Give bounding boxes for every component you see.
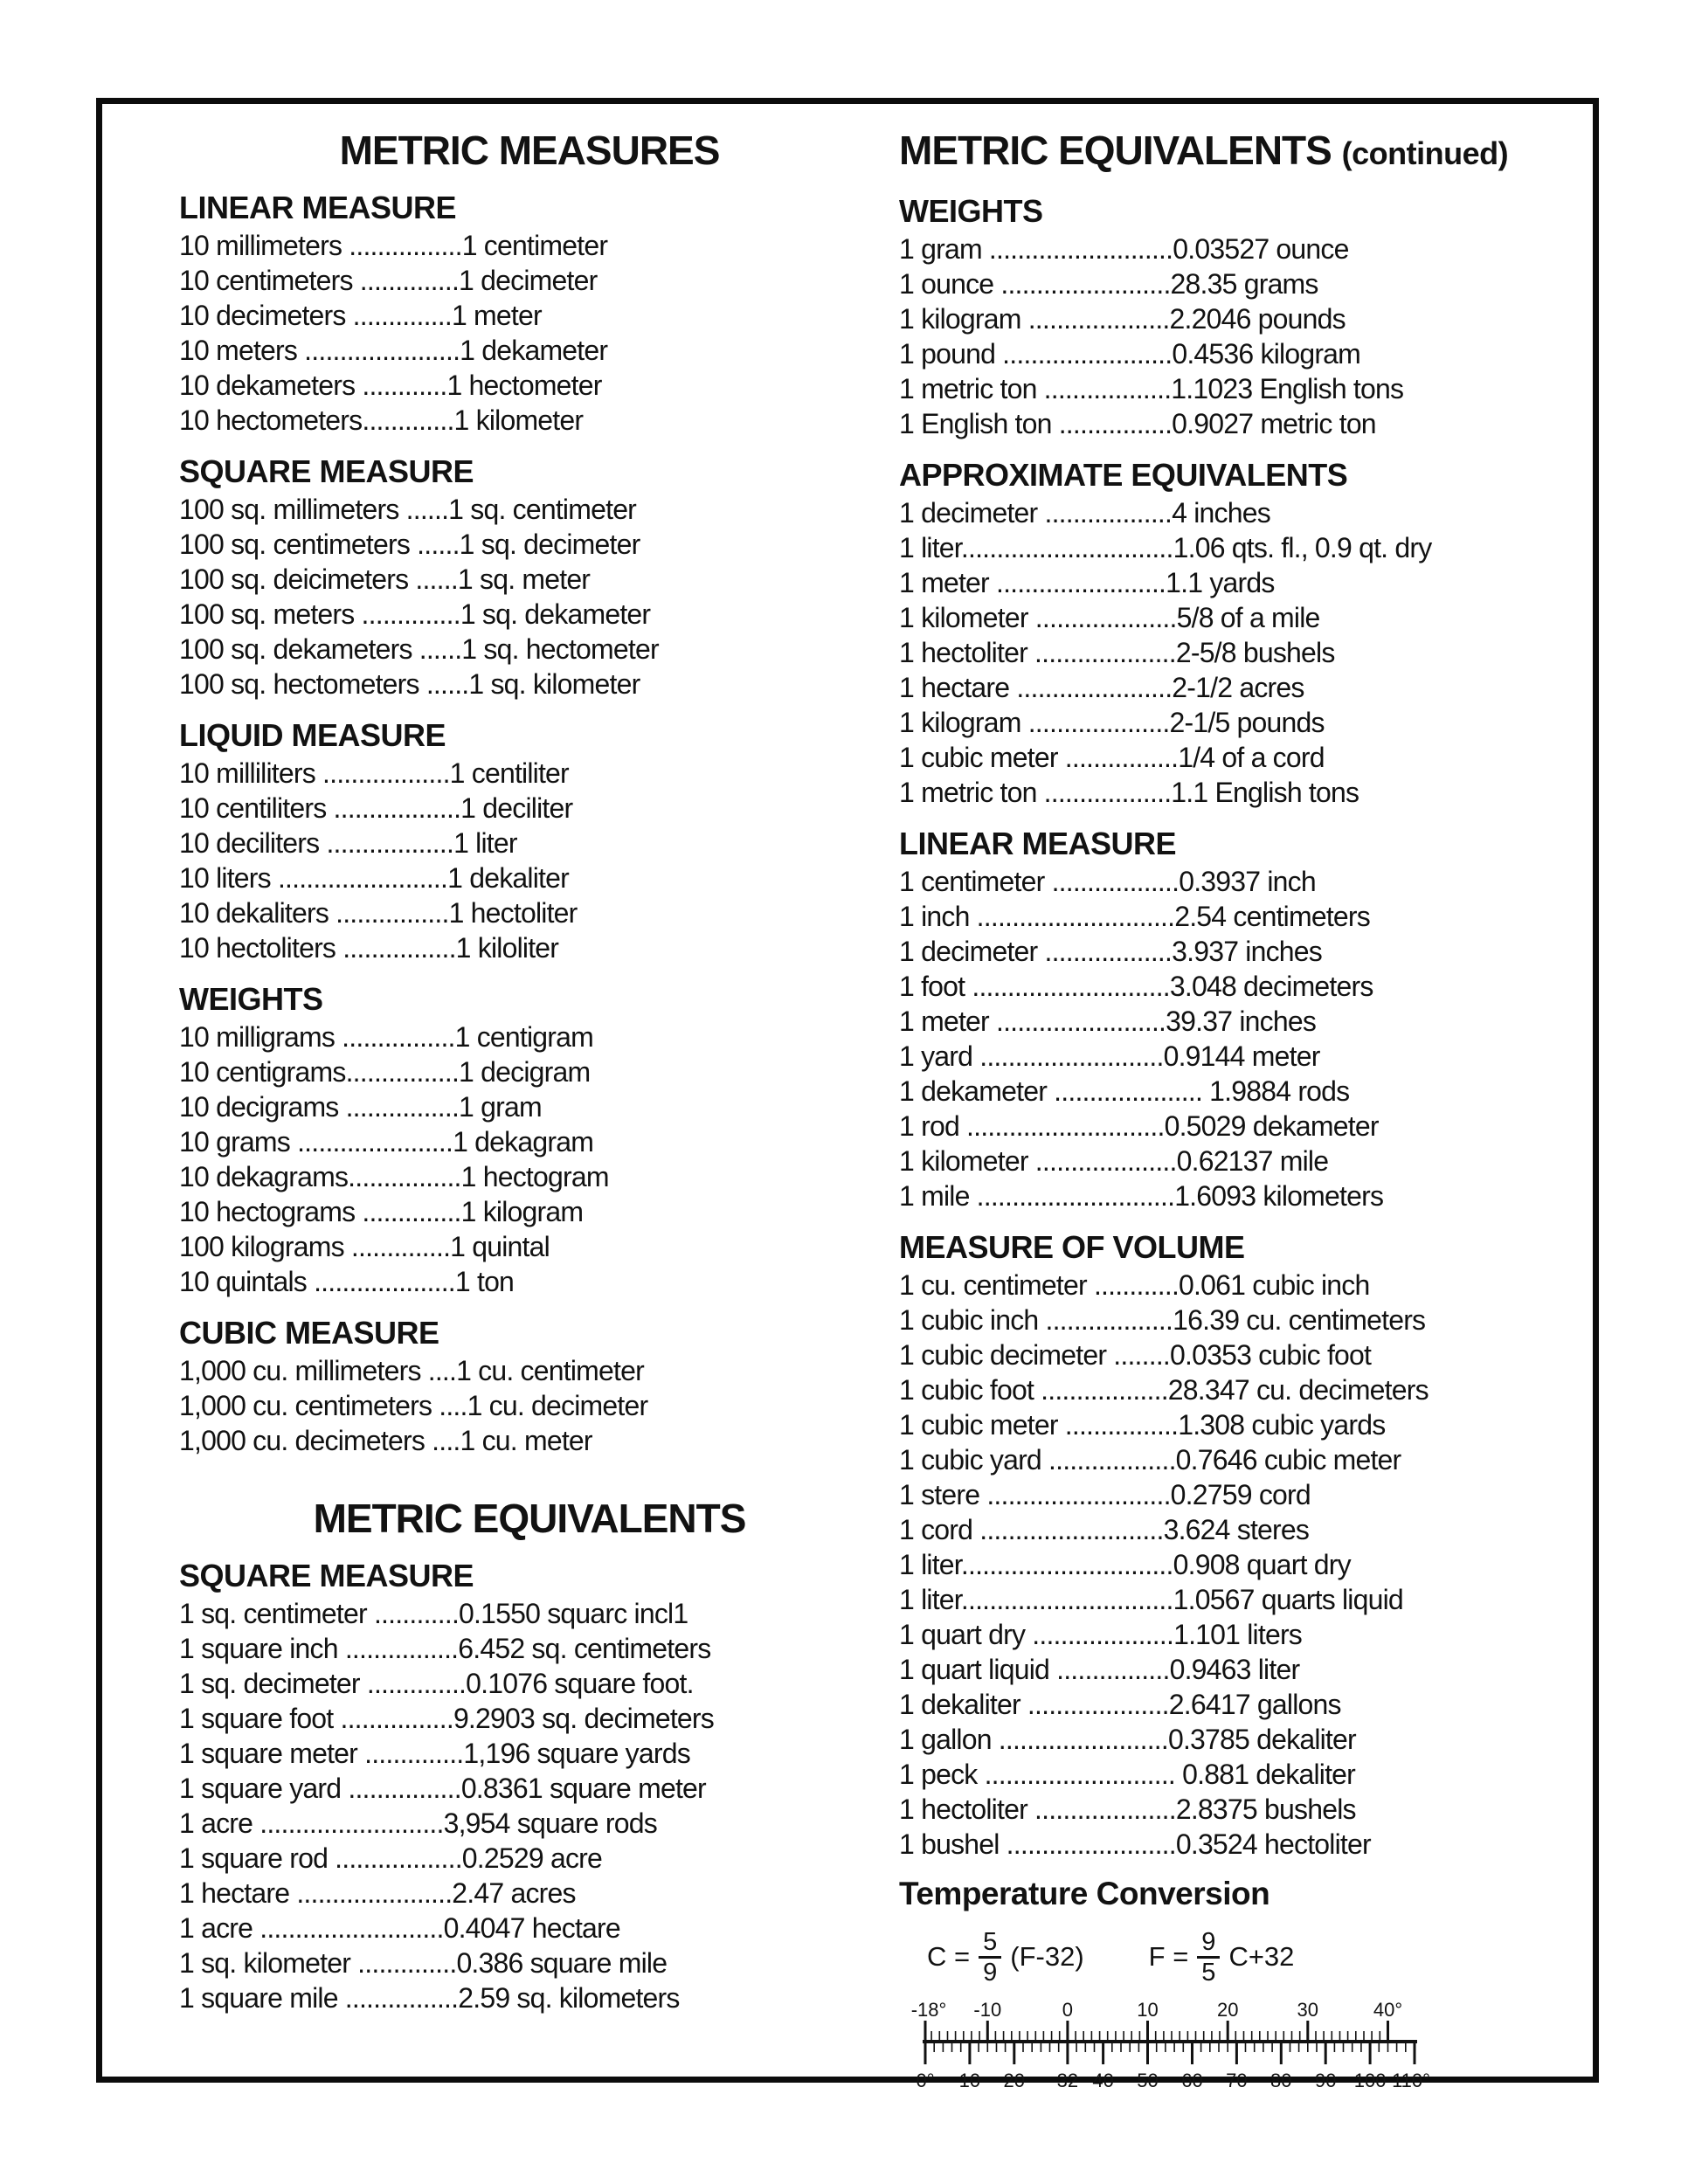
conversion-row: 1 dekameter ..................... 1.9884 rods — [899, 1075, 1350, 1107]
conversion-row: 10 dekameters ............1 hectometer — [179, 370, 602, 401]
conversion-row: 10 hectoliters ................1 kiloliter — [179, 932, 559, 964]
fraction-denominator: 5 — [1201, 1958, 1216, 1987]
section-header: LINEAR MEASURE — [899, 826, 1177, 861]
conversion-row: 1 mile ............................1.6093 kilometers — [899, 1180, 1384, 1212]
conversion-row: 1 dekaliter ....................2.6417 gallons — [899, 1689, 1341, 1720]
conversion-row: 10 grams ......................1 dekagram — [179, 1126, 594, 1158]
formula-lhs: C = — [927, 1941, 971, 1972]
conversion-row: 1 cubic meter ................1/4 of a cord — [899, 742, 1325, 773]
conversion-row: 1 sq. centimeter ............0.1550 squarc incl1 — [179, 1598, 688, 1629]
conversion-row: 1 metric ton ..................1.1 English tons — [899, 777, 1359, 808]
svg-text:80: 80 — [1270, 2070, 1292, 2091]
conversion-row: 1 meter ........................1.1 yards — [899, 567, 1275, 598]
conversion-row: 1 cubic inch ..................16.39 cu. centimeters — [899, 1304, 1426, 1336]
conversion-row: 1 sq. kilometer ..............0.386 square mile — [179, 1947, 668, 1979]
svg-text:40: 40 — [1092, 2070, 1114, 2091]
conversion-row: 1 rod ............................0.5029 dekameter — [899, 1110, 1379, 1142]
conversion-row: 1 sq. decimeter ..............0.1076 square foot. — [179, 1668, 694, 1699]
section-header: LIQUID MEASURE — [179, 717, 446, 753]
conversion-row: 1 cubic decimeter ........0.0353 cubic foot — [899, 1339, 1372, 1371]
section-header: APPROXIMATE EQUIVALENTS — [899, 457, 1348, 493]
svg-text:10: 10 — [958, 2070, 981, 2091]
conversion-row: 1 gallon ........................0.3785 dekaliter — [899, 1724, 1356, 1755]
conversion-row: 1 liter..............................0.908 quart dry — [899, 1549, 1351, 1580]
svg-text:90: 90 — [1314, 2070, 1337, 2091]
metric-equivalents-continued-title — [899, 127, 1598, 177]
svg-text:20: 20 — [1216, 2001, 1239, 2021]
conversion-row: 100 sq. millimeters ......1 sq. centimeter — [179, 494, 637, 525]
section-header: WEIGHTS — [179, 981, 323, 1017]
conversion-row: 1,000 cu. decimeters ....1 cu. meter — [179, 1425, 592, 1456]
conversion-row: 1 foot ............................3.048 decimeters — [899, 971, 1373, 1002]
section-header: SQUARE MEASURE — [179, 453, 474, 489]
conversion-row: 1 kilometer ....................5/8 of a mile — [899, 602, 1320, 633]
conversion-row: 1 cubic yard ..................0.7646 cubic meter — [899, 1444, 1401, 1476]
conversion-row: 10 hectometers.............1 kilometer — [179, 404, 584, 436]
conversion-row: 10 hectograms ..............1 kilogram — [179, 1196, 584, 1227]
metric-equivalents-continued-sections — [899, 195, 1598, 1862]
conversion-row: 1 inch ............................2.54 centimeters — [899, 901, 1370, 932]
formula-rhs: C+32 — [1228, 1941, 1295, 1972]
conversion-row: 1 quart liquid ................0.9463 liter — [899, 1654, 1300, 1685]
conversion-row: 1 meter ........................39.37 inches — [899, 1006, 1317, 1037]
svg-text:0°: 0° — [916, 2070, 935, 2091]
conversion-row: 1 kilogram ....................2.2046 pounds — [899, 303, 1346, 335]
formula-lhs: F = — [1148, 1941, 1189, 1972]
conversion-row: 10 deciliters ..................1 liter — [179, 827, 517, 859]
conversion-row: 1 ounce ........................28.35 grams — [899, 268, 1318, 300]
section-header: WEIGHTS — [899, 193, 1043, 229]
conversion-row: 10 dekaliters ................1 hectoliter — [179, 897, 578, 929]
conversion-row: 10 liters ........................1 dekaliter — [179, 862, 569, 894]
svg-text:40°: 40° — [1373, 2001, 1403, 2021]
svg-text:100: 100 — [1353, 2070, 1387, 2091]
fraction-numerator: 5 — [979, 1929, 1001, 1959]
right-column — [899, 127, 1598, 2091]
metric-equivalents-sections — [179, 1559, 880, 2015]
metric-measures-sections — [179, 191, 880, 1458]
conversion-row: 1 English ton ................0.9027 metric ton — [899, 408, 1376, 439]
continued-suffix: (continued) — [1341, 135, 1509, 171]
conversion-row: 1 liter..............................1.06 qts. fl., 0.9 qt. dry — [899, 532, 1432, 563]
conversion-row: 100 sq. dekameters ......1 sq. hectometer — [179, 633, 659, 665]
conversion-row: 1 square foot ................9.2903 sq. decimeters — [179, 1703, 714, 1734]
conversion-row: 1 gram ..........................0.03527 ounce — [899, 233, 1349, 265]
svg-text:110°: 110° — [1392, 2070, 1430, 2091]
fraction-numerator: 9 — [1197, 1929, 1220, 1959]
section-header: LINEAR MEASURE — [179, 190, 457, 225]
svg-text:-18°: -18° — [910, 2001, 947, 2021]
formula-rhs: (F-32) — [1010, 1941, 1084, 1972]
conversion-row: 1 kilogram ....................2-1/5 pounds — [899, 707, 1325, 738]
left-column — [179, 127, 880, 2015]
svg-text:30: 30 — [1297, 2001, 1319, 2021]
section-header: CUBIC MEASURE — [179, 1315, 439, 1351]
conversion-row: 1 liter..............................1.0567 quarts liquid — [899, 1584, 1403, 1615]
conversion-row: 1 square yard ................0.8361 square meter — [179, 1773, 706, 1804]
conversion-row: 1 hectoliter ....................2.8375 bushels — [899, 1794, 1356, 1825]
conversion-row: 1 square mile ................2.59 sq. kilometers — [179, 1982, 680, 2014]
formula-fraction — [979, 1929, 1001, 1986]
svg-text:70: 70 — [1226, 2070, 1248, 2091]
svg-text:0: 0 — [1062, 2001, 1074, 2021]
conversion-row: 10 decimeters ..............1 meter — [179, 300, 542, 331]
conversion-row: 10 decigrams ................1 gram — [179, 1091, 542, 1123]
conversion-row: 1,000 cu. millimeters ....1 cu. centimeter — [179, 1355, 644, 1386]
conversion-row: 10 meters ......................1 dekameter — [179, 335, 608, 366]
conversion-row: 1 bushel ........................0.3524 hectoliter — [899, 1828, 1371, 1860]
svg-text:60: 60 — [1181, 2070, 1203, 2091]
temperature-formulas — [927, 1919, 1598, 1994]
conversion-row: 1 cubic foot ..................28.347 cu. decimeters — [899, 1374, 1429, 1406]
temperature-conversion-header: Temperature Conversion — [899, 1876, 1270, 1911]
conversion-row: 1 cord ..........................3.624 steres — [899, 1514, 1310, 1545]
conversion-row: 10 centigrams................1 decigram — [179, 1056, 591, 1088]
conversion-row: 1 square inch ................6.452 sq. centimeters — [179, 1633, 711, 1664]
conversion-row: 10 centimeters ..............1 decimeter — [179, 265, 598, 296]
conversion-row: 100 sq. deicimeters ......1 sq. meter — [179, 563, 591, 595]
conversion-row: 1 pound ........................0.4536 kilogram — [899, 338, 1361, 370]
conversion-row: 100 kilograms ..............1 quintal — [179, 1231, 550, 1262]
title-text: METRIC EQUIVALENTS — [899, 128, 1332, 173]
conversion-row: 10 millimeters ................1 centimeter — [179, 230, 608, 261]
conversion-row: 1 hectare ......................2.47 acres — [179, 1877, 576, 1909]
fraction-denominator: 9 — [983, 1958, 998, 1987]
conversion-row: 100 sq. hectometers ......1 sq. kilometer — [179, 668, 640, 700]
section-header: SQUARE MEASURE — [179, 1558, 474, 1593]
conversion-row: 1 cubic meter ................1.308 cubic yards — [899, 1409, 1386, 1441]
conversion-row: 1 metric ton ..................1.1023 English tons — [899, 373, 1404, 404]
conversion-row: 1 centimeter ..................0.3937 inch — [899, 866, 1316, 897]
conversion-row: 1 kilometer ....................0.62137 mile — [899, 1145, 1329, 1177]
metric-measures-title: METRIC MEASURES — [339, 128, 720, 173]
conversion-row: 1 cu. centimeter ............0.061 cubic inch — [899, 1269, 1370, 1301]
conversion-row: 1,000 cu. centimeters ....1 cu. decimeter — [179, 1390, 648, 1421]
conversion-row: 1 acre ..........................0.4047 hectare — [179, 1912, 620, 1944]
conversion-row: 1 square rod ..................0.2529 acre — [179, 1842, 603, 1874]
conversion-row: 1 acre ..........................3,954 square rods — [179, 1807, 657, 1839]
conversion-row: 1 quart dry ....................1.101 liters — [899, 1619, 1303, 1650]
conversion-row: 1 decimeter ..................3.937 inches — [899, 936, 1322, 967]
temperature-scale-ruler — [910, 2001, 1434, 2091]
conversion-row: 1 peck ........................... 0.881 dekaliter — [899, 1759, 1356, 1790]
conversion-row: 100 sq. meters ..............1 sq. dekameter — [179, 598, 651, 630]
page-frame — [96, 98, 1599, 2091]
conversion-row: 100 sq. centimeters ......1 sq. decimeter — [179, 529, 640, 560]
svg-text:10: 10 — [1137, 2001, 1159, 2021]
conversion-row: 10 dekagrams................1 hectogram — [179, 1161, 609, 1192]
conversion-row: 1 square meter ..............1,196 square yards — [179, 1738, 690, 1769]
conversion-row: 1 hectare ......................2-1/2 acres — [899, 672, 1304, 703]
svg-text:20: 20 — [1003, 2070, 1026, 2091]
svg-text:-10: -10 — [973, 2001, 1002, 2021]
conversion-row: 1 decimeter ..................4 inches — [899, 497, 1270, 529]
conversion-row: 1 yard ..........................0.9144 meter — [899, 1040, 1320, 1072]
conversion-row: 1 stere ..........................0.2759 cord — [899, 1479, 1311, 1510]
formula-fraction — [1197, 1929, 1220, 1986]
celsius-formula — [927, 1929, 1084, 1986]
fahrenheit-formula — [1149, 1929, 1295, 1986]
conversion-row: 10 milligrams ................1 centigram — [179, 1021, 594, 1053]
conversion-row: 10 quintals ....................1 ton — [179, 1266, 515, 1297]
conversion-row: 10 centiliters ..................1 deciliter — [179, 792, 573, 824]
conversion-row: 10 milliliters ..................1 centiliter — [179, 757, 569, 789]
svg-text:50: 50 — [1137, 2070, 1159, 2091]
svg-text:32: 32 — [1056, 2070, 1079, 2091]
conversion-row: 1 hectoliter ....................2-5/8 bushels — [899, 637, 1335, 668]
metric-equivalents-title: METRIC EQUIVALENTS — [313, 1496, 746, 1541]
section-header: MEASURE OF VOLUME — [899, 1229, 1245, 1265]
